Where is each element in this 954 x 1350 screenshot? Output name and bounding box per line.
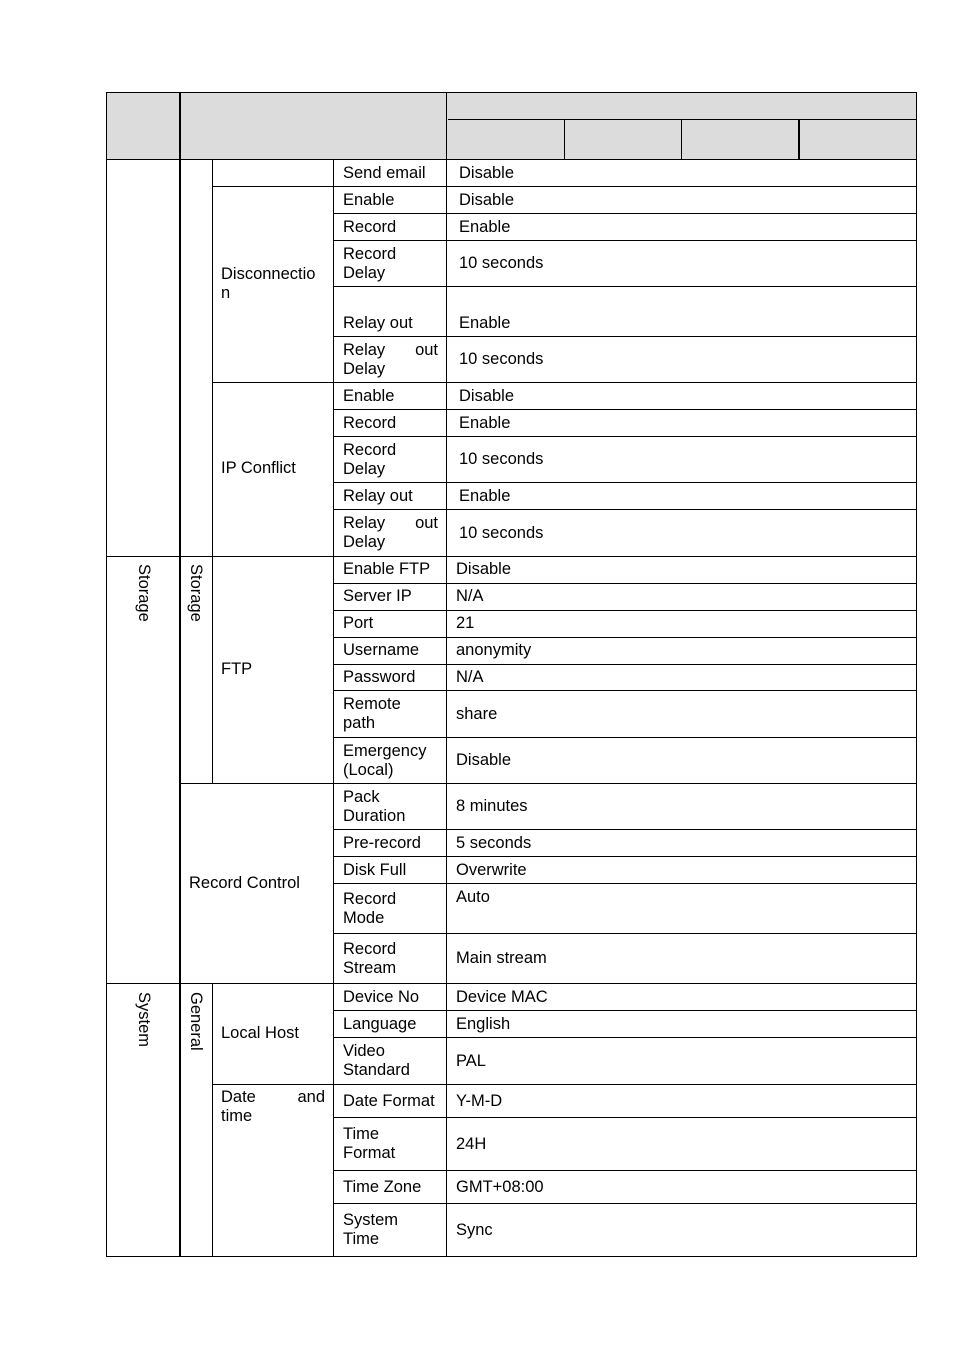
param-cell: Relay out Delay — [343, 341, 438, 378]
row-separator — [333, 1117, 917, 1118]
value-cell: N/A — [456, 668, 484, 686]
col-line-subgroup — [212, 984, 213, 1257]
row-separator — [333, 436, 917, 437]
param-cell: Video Standard — [343, 1042, 410, 1079]
block-separator — [180, 783, 917, 784]
param-cell: Port — [343, 614, 374, 632]
value-cell: 10 seconds — [459, 450, 544, 468]
header-bottom-line — [106, 159, 917, 160]
row-separator — [333, 336, 917, 337]
value-cell: Enable — [459, 314, 511, 332]
param-cell: Relay out Delay — [343, 514, 438, 551]
col-line-block — [333, 159, 334, 1257]
param-cell: System Time — [343, 1211, 399, 1248]
header-subcol-line — [681, 119, 682, 160]
block-name-ftp: FTP — [221, 660, 253, 678]
row-separator — [333, 690, 917, 691]
header-subcol-line — [798, 119, 800, 160]
value-cell: 24H — [456, 1135, 487, 1153]
header-divider — [448, 119, 917, 120]
row-separator — [333, 240, 917, 241]
value-cell: Main stream — [456, 949, 547, 967]
value-cell: Disable — [459, 164, 515, 182]
value-cell: GMT+08:00 — [456, 1178, 544, 1196]
value-cell: Disable — [456, 751, 512, 769]
col-line-group — [179, 92, 181, 1257]
row-separator — [333, 664, 917, 665]
value-cell: 10 seconds — [459, 350, 544, 368]
value-cell: 21 — [456, 614, 475, 632]
row-separator — [333, 829, 917, 830]
col-line-param — [446, 92, 447, 1257]
row-separator — [333, 637, 917, 638]
param-cell: Record Stream — [343, 940, 397, 977]
row-separator — [333, 409, 917, 410]
value-cell: 10 seconds — [459, 524, 544, 542]
row-separator — [333, 286, 917, 287]
value-cell: Sync — [456, 1221, 493, 1239]
section-separator — [106, 983, 917, 984]
value-cell: Disable — [459, 191, 515, 209]
param-cell: Password — [343, 668, 416, 686]
row-separator — [333, 509, 917, 510]
param-cell: Time Format — [343, 1125, 396, 1162]
row-separator — [333, 482, 917, 483]
row-separator — [333, 1037, 917, 1038]
param-cell: Enable FTP — [343, 560, 431, 578]
table-border-left — [106, 92, 107, 1257]
row-separator — [333, 933, 917, 934]
header-subcol-line — [564, 119, 565, 160]
group-label-system: System — [135, 992, 153, 1048]
block-name-ip-conflict: IP Conflict — [221, 459, 296, 477]
row-separator — [333, 737, 917, 738]
value-cell: English — [456, 1015, 511, 1033]
param-cell: Record — [343, 218, 397, 236]
row-separator — [333, 883, 917, 884]
value-cell: Enable — [459, 218, 511, 236]
block-name-local-host: Local Host — [221, 1024, 299, 1042]
row-separator — [333, 1010, 917, 1011]
value-cell: Overwrite — [456, 861, 527, 879]
param-cell: Disk Full — [343, 861, 407, 879]
value-cell: Enable — [459, 487, 511, 505]
value-cell: 10 seconds — [459, 254, 544, 272]
table-border-top — [106, 92, 917, 93]
param-cell: Pack Duration — [343, 788, 406, 825]
param-cell: Send email — [343, 164, 426, 182]
param-cell: Record Delay — [343, 441, 397, 478]
value-cell: 5 seconds — [456, 834, 532, 852]
param-cell: Record Mode — [343, 890, 397, 927]
row-separator — [333, 1170, 917, 1171]
row-separator — [333, 856, 917, 857]
block-separator — [212, 1084, 917, 1085]
param-cell: Device No — [343, 988, 420, 1006]
value-cell: Enable — [459, 414, 511, 432]
value-cell: Disable — [456, 560, 512, 578]
param-cell: Record — [343, 414, 397, 432]
value-cell: share — [456, 705, 498, 723]
param-cell: Remote path — [343, 695, 401, 732]
param-cell: Time Zone — [343, 1178, 422, 1196]
param-cell: Pre-record — [343, 834, 421, 852]
value-cell: Auto — [456, 888, 490, 906]
section-separator — [106, 556, 917, 557]
value-cell: PAL — [456, 1052, 486, 1070]
value-cell: Device MAC — [456, 988, 548, 1006]
col-line-subgroup — [212, 159, 213, 783]
param-cell: Username — [343, 641, 420, 659]
block-separator — [212, 186, 917, 187]
row-separator — [333, 1203, 917, 1204]
row-separator — [333, 583, 917, 584]
param-cell: Date Format — [343, 1092, 435, 1110]
value-cell: anonymity — [456, 641, 532, 659]
row-separator — [333, 213, 917, 214]
block-separator — [212, 382, 917, 383]
table-border-bottom — [106, 1256, 917, 1257]
value-cell: 8 minutes — [456, 797, 528, 815]
subgroup-label-general: General — [187, 992, 205, 1051]
param-cell: Server IP — [343, 587, 412, 605]
block-name-record-control: Record Control — [189, 874, 300, 892]
param-cell: Enable — [343, 387, 395, 405]
param-cell: Enable — [343, 191, 395, 209]
block-name-disconnection: Disconnectio n — [221, 265, 316, 302]
subgroup-label-storage: Storage — [187, 564, 205, 622]
param-cell: Relay out — [343, 487, 413, 505]
value-cell: N/A — [456, 587, 484, 605]
param-cell: Language — [343, 1015, 417, 1033]
table-header-subcells — [448, 120, 916, 159]
param-cell: Emergency (Local) — [343, 742, 427, 779]
param-cell: Record Delay — [343, 245, 397, 282]
value-cell: Y-M-D — [456, 1092, 503, 1110]
param-cell: Relay out — [343, 314, 413, 332]
table-border-right — [916, 92, 917, 1257]
value-cell: Disable — [459, 387, 515, 405]
group-label-storage: Storage — [135, 564, 153, 622]
row-separator — [333, 610, 917, 611]
block-name-date-and-time: Date and time — [221, 1088, 325, 1125]
